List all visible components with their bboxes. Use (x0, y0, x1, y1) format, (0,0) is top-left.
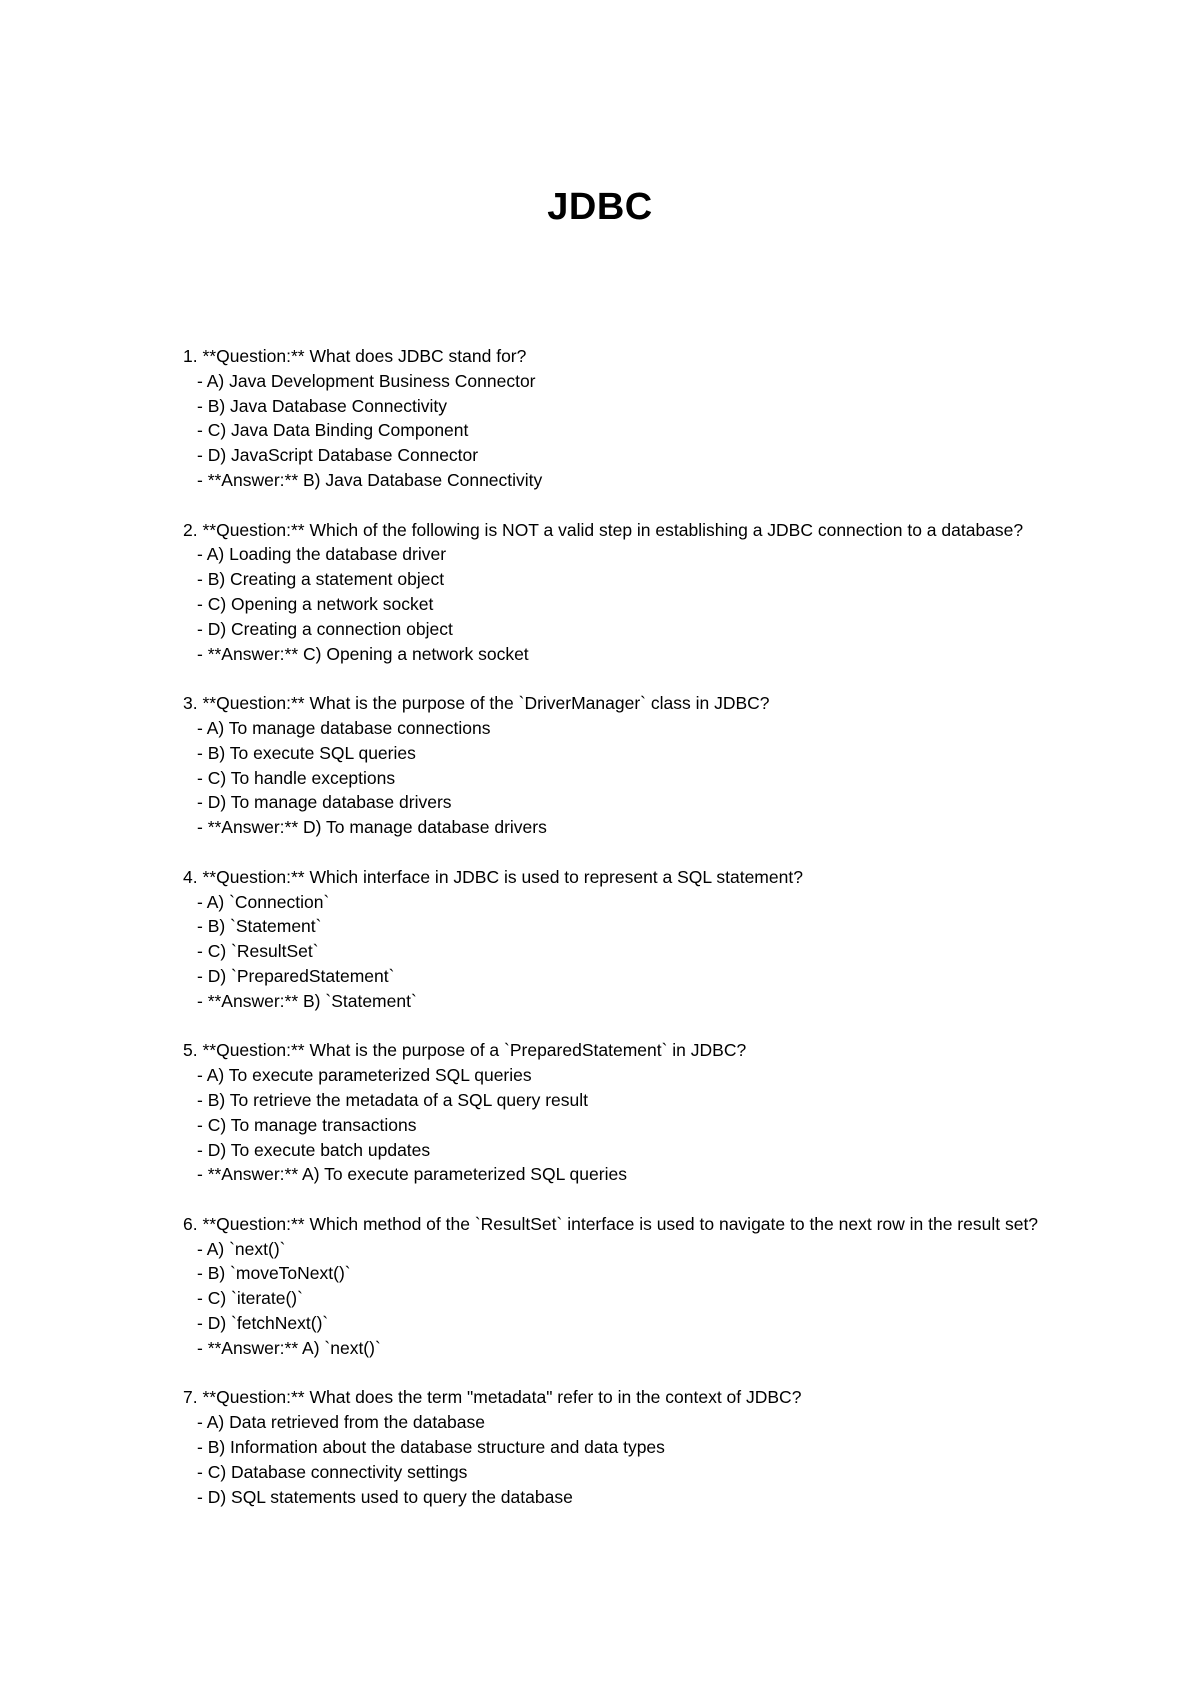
page-title: JDBC (547, 186, 653, 228)
option-c: - C) To handle exceptions (197, 767, 396, 788)
answer-line: - **Answer:** A) `next()` (197, 1337, 381, 1358)
question-text: 7. **Question:** What does the term "metadata" refer to in the context of JDBC? (183, 1387, 802, 1408)
option-a: - A) `next()` (197, 1238, 286, 1259)
option-a: - A) Loading the database driver (197, 544, 447, 565)
option-d: - D) `PreparedStatement` (197, 965, 395, 986)
option-d: - D) To manage database drivers (197, 792, 452, 813)
question-text: 1. **Question:** What does JDBC stand for? (183, 346, 527, 366)
option-b: - B) To execute SQL queries (197, 742, 416, 763)
option-d: - D) Creating a connection object (197, 618, 453, 639)
option-c: - C) Opening a network socket (197, 593, 434, 614)
option-d: - D) JavaScript Database Connector (197, 445, 479, 466)
option-d: - D) `fetchNext()` (197, 1313, 329, 1334)
option-d: - D) SQL statements used to query the database (197, 1486, 573, 1507)
question-3 (183, 691, 1043, 840)
option-a: - A) Java Development Business Connector (197, 370, 536, 391)
question-list (183, 344, 1043, 1534)
option-a: - A) To manage database connections (197, 717, 491, 738)
question-text: 4. **Question:** Which interface in JDBC is used to represent a SQL statement? (183, 866, 803, 887)
answer-line: - **Answer:** D) To manage database drivers (197, 817, 547, 838)
option-b: - B) `moveToNext()` (197, 1263, 351, 1284)
option-c: - C) Java Data Binding Component (197, 420, 469, 441)
answer-line: - **Answer:** B) Java Database Connectivity (197, 469, 543, 490)
option-c: - C) `ResultSet` (197, 941, 319, 962)
option-a: - A) `Connection` (197, 891, 330, 912)
option-b: - B) Creating a statement object (197, 569, 445, 590)
question-7 (183, 1385, 1043, 1509)
question-text: 6. **Question:** Which method of the `ResultSet` interface is used to navigate to the next row in the result set? (183, 1213, 1039, 1234)
option-b: - B) Java Database Connectivity (197, 395, 447, 416)
option-d: - D) To execute batch updates (197, 1139, 431, 1160)
question-text: 5. **Question:** What is the purpose of a `PreparedStatement` in JDBC? (183, 1040, 747, 1061)
answer-line: - **Answer:** B) `Statement` (197, 990, 417, 1011)
option-a: - A) Data retrieved from the database (197, 1412, 485, 1433)
option-b: - B) To retrieve the metadata of a SQL query result (197, 1089, 589, 1110)
answer-line: - **Answer:** C) Opening a network socket (197, 643, 529, 664)
answer-line: - **Answer:** A) To execute parameterized SQL queries (197, 1164, 627, 1185)
option-c: - C) To manage transactions (197, 1114, 417, 1135)
question-text: 3. **Question:** What is the purpose of the `DriverManager` class in JDBC? (183, 693, 770, 714)
question-4 (183, 865, 1043, 1014)
option-c: - C) `iterate()` (197, 1288, 303, 1309)
option-c: - C) Database connectivity settings (197, 1461, 468, 1482)
option-b: - B) `Statement` (197, 916, 322, 937)
question-6 (183, 1212, 1043, 1361)
option-b: - B) Information about the database structure and data types (197, 1437, 665, 1458)
question-2 (183, 518, 1043, 667)
question-1 (183, 344, 1043, 493)
option-a: - A) To execute parameterized SQL queries (197, 1065, 532, 1086)
question-text: 2. **Question:** Which of the following is NOT a valid step in establishing a JDBC connection to a database? (183, 519, 1024, 540)
question-5 (183, 1038, 1043, 1187)
